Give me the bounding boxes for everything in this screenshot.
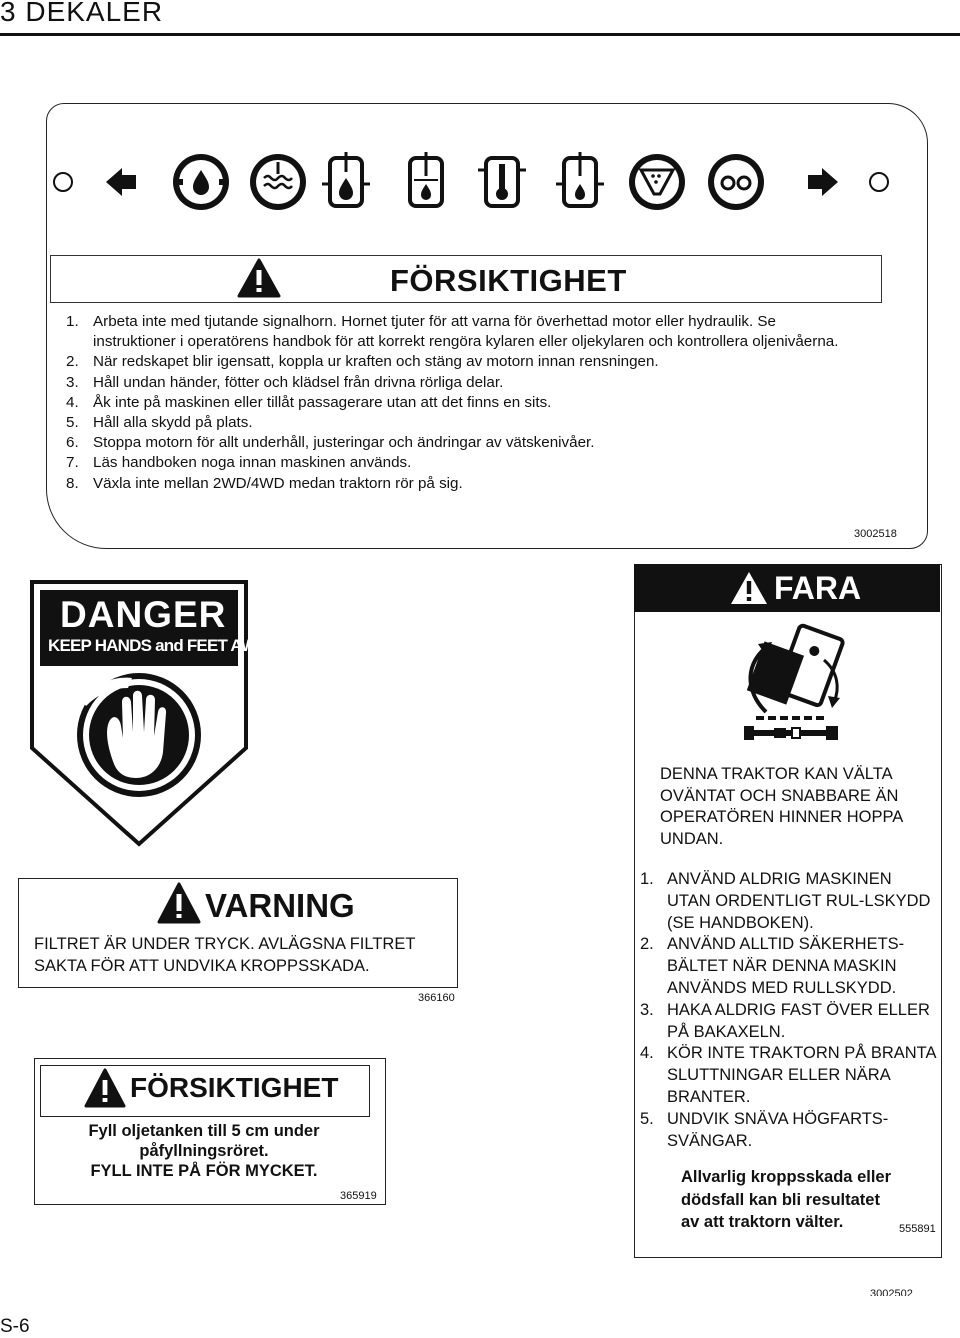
oil-level-icon	[322, 152, 370, 206]
decal-part-number: 555891	[899, 1223, 936, 1235]
fara-list	[640, 869, 936, 1152]
list-item: 3. Håll undan händer, fötter och klädsel från drivna rörliga delar.	[66, 373, 504, 391]
varning-text: FILTRET ÄR UNDER TRYCK. AVLÄGSNA FILTRET SAKTA FÖR ATT UNDVIKA KROPPSSKADA.	[34, 935, 416, 975]
danger-subtitle: KEEP HANDS and FEET AWAY	[48, 636, 276, 655]
coolant-temp-icon	[250, 154, 306, 210]
decal-icon-row	[50, 150, 902, 214]
list-item: 4. Åk inte på maskinen eller tillåt passagerare utan att det finns en sits.	[66, 393, 552, 411]
section-title: 3 DEKALER	[0, 0, 164, 27]
fuel-filter-icon	[556, 152, 604, 206]
list-item: 1. Arbeta inte med tjutande signalhorn. Hornet tjuter för att varna för överhettad motor eller hydraulik. Se instruktioner i operatörens handbok för att korrekt rengöra kylaren eller oljekylaren och kontrollera oljenivåerna.	[66, 313, 839, 351]
oil-caution-title: FÖRSIKTIGHET	[130, 1072, 339, 1103]
warning-triangle-icon	[729, 570, 769, 606]
fara-title: FARA	[774, 570, 862, 606]
tractor-rollover-pictogram	[736, 612, 846, 752]
danger-title: DANGER	[60, 594, 227, 635]
caution-list	[66, 312, 856, 494]
decal-part-number: 365919	[340, 1190, 377, 1202]
circle-icon	[54, 173, 72, 191]
list-item: 4. KÖR INTE TRAKTORN PÅ BRANTA SLUTTNINGAR ELLER NÄRA BRANTER.	[640, 1044, 936, 1106]
list-item: 6. Stoppa motorn för allt underhåll, justeringar och ändringar av vätskenivåer.	[66, 434, 595, 452]
fara-note: Allvarlig kroppsskada eller dödsfall kan bli resultatet av att traktorn välter.	[681, 1168, 892, 1231]
list-item: 3. HAKA ALDRIG FAST ÖVER ELLER PÅ BAKAXELN.	[640, 1000, 930, 1041]
caution-title: FÖRSIKTIGHET	[390, 263, 627, 298]
oil-caution-line-1: Fyll oljetanken till 5 cm under påfyllningsröret.	[88, 1122, 320, 1160]
decal-part-number: 366160	[418, 992, 455, 1004]
list-item: 2. ANVÄND ALLTID SÄKERHETS-BÄLTET NÄR DENNA MASKIN ANVÄNDS MED RULLSKYDD.	[640, 935, 905, 997]
warning-triangle-icon	[84, 1068, 126, 1108]
list-item: 8. Växla inte mellan 2WD/4WD medan traktorn rör på sig.	[66, 474, 463, 492]
funnel-icon	[629, 154, 685, 210]
list-item: 5. UNDVIK SNÄVA HÖGFARTS-SVÄNGAR.	[640, 1109, 889, 1150]
thermometer-icon	[478, 158, 526, 206]
varning-title: VARNING	[205, 887, 355, 924]
arrow-right-icon	[808, 168, 838, 196]
oil-caution-line-2: FYLL INTE PÅ FÖR MYCKET.	[90, 1162, 318, 1180]
fara-intro-text: DENNA TRAKTOR KAN VÄLTA OVÄNTAT OCH SNABBARE ÄN OPERATÖREN HINNER HOPPA UNDAN.	[660, 765, 903, 848]
decal-part-number: 3002518	[854, 528, 897, 540]
fuel-level-icon	[410, 152, 442, 206]
list-item: 2. När redskapet blir igensatt, koppla ur kraften och stäng av motorn innan rensningen.	[66, 353, 659, 371]
arrow-left-icon	[106, 168, 136, 196]
page-number: S-6	[0, 1316, 30, 1337]
warning-triangle-icon	[237, 258, 281, 298]
circle-icon	[870, 173, 888, 191]
warning-triangle-icon	[157, 882, 201, 924]
list-item: 7. Läs handboken noga innan maskinen används.	[66, 454, 412, 472]
list-item: 1. ANVÄND ALDRIG MASKINEN UTAN ORDENTLIGT RUL-LSKYDD (SE HANDBOKEN).	[640, 870, 931, 932]
air-filter-icon	[708, 154, 764, 210]
decal-part-number-cropped: 3002502	[870, 1288, 913, 1296]
oil-caution-text	[40, 1121, 368, 1181]
oil-pressure-icon	[173, 154, 229, 210]
header-rule	[0, 33, 960, 36]
list-item: 5. Håll alla skydd på plats.	[66, 414, 253, 432]
